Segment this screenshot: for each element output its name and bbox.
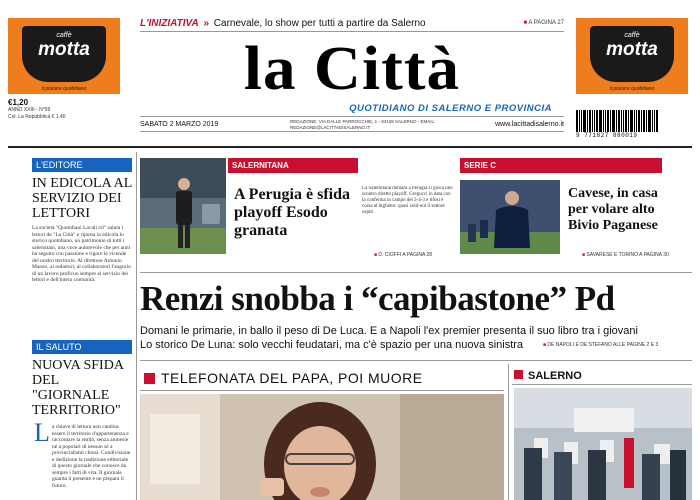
byline-cavese: ■ SAVARESE E TORINO A PAGINA 30 — [582, 252, 669, 258]
sport-divider — [140, 272, 692, 273]
box-pope-rule — [140, 390, 504, 391]
coffee-cup-icon — [590, 26, 674, 82]
teaser-page-ref: ■ A PAGINA 27 — [523, 20, 564, 26]
price-value: €1,20 — [8, 98, 29, 107]
sport-photo-cavese[interactable] — [460, 180, 560, 254]
barcode-stripe — [607, 110, 609, 132]
headline-perugia[interactable]: A Perugia è sfida playoff Esodo granata — [234, 186, 350, 239]
deck-line-1: Domani le primarie, in ballo il peso di De Luca. E a Napoli l'ex premier presenta il suo libro tra i giovani — [140, 325, 638, 337]
barcode-stripe — [581, 110, 582, 132]
column-divider — [136, 152, 137, 500]
barcode-stripe — [652, 110, 653, 132]
price-note: Col. La Repubblica € 1,40 — [8, 114, 66, 120]
barcode-number: 9 771827 880019 — [576, 132, 638, 139]
barcode-stripe — [592, 110, 593, 132]
barcode-stripe — [621, 110, 622, 132]
barcode-stripe — [630, 110, 633, 132]
ad-motta-right[interactable] — [576, 18, 688, 94]
price-block — [8, 98, 66, 121]
box-pope-title: TELEFONATA DEL PAPA, POI MUORE — [161, 370, 423, 386]
barcode-stripe — [576, 110, 578, 132]
red-square-icon — [514, 370, 523, 379]
box-divider — [508, 364, 509, 500]
ad-cafe-label: caffè — [56, 32, 72, 39]
dateline — [140, 116, 564, 132]
barcode-stripe — [656, 110, 658, 132]
barcode-stripe — [603, 110, 604, 132]
byline-perugia: ■ D. CIOFFI A PAGINA 28 — [374, 252, 432, 258]
deck-divider — [140, 360, 692, 361]
photo-salerno-protest[interactable] — [514, 388, 692, 500]
barcode — [576, 102, 688, 132]
editor-body: La società "Quotidiani Locali srl" saluta i lettori de "La Città" e riporta in edicola lo storico quotidiano, un patrimonio di tutti i salernitani, una voce autorevole che per anni ha seguito con passione e rigore le vicende del nostro territorio. Al direttore Antonio Manzo, ai redattori, ai collaboratori l'augurio di un lavoro proficuo sempre al servizio dei lettori e dell'intera comunità. — [32, 225, 131, 283]
barcode-stripe — [616, 110, 617, 132]
photo-pope-story[interactable] — [140, 394, 504, 500]
barcode-stripe — [587, 110, 588, 132]
ad-brand-label: motta — [38, 39, 90, 60]
deck-line-2: Lo storico De Luna: solo vecchi feudatari, ma c'è spazio per una nuova sinistra — [140, 339, 524, 351]
box-salerno-header[interactable] — [514, 370, 582, 382]
ad-tagline: il piacere quotidiano — [41, 86, 87, 92]
coffee-cup-icon — [22, 26, 106, 82]
teaser-text: Carnevale, lo show per tutti a partire da Salerno — [213, 18, 426, 29]
greeting-block — [32, 340, 132, 418]
left-column — [32, 158, 132, 284]
player-photo — [460, 180, 560, 254]
main-byline: ■ DE NAPOLI E DE STEFANO ALLE PAGINE 2 E 3 — [543, 342, 659, 348]
top-teaser[interactable] — [140, 18, 564, 32]
barcode-stripe — [641, 110, 642, 132]
masthead-subtitle: QUOTIDIANO DI SALERNO E PROVINCIA — [349, 103, 552, 114]
box-salerno-title: SALERNO — [528, 370, 582, 382]
barcode-stripe — [643, 110, 645, 132]
box-pope-header[interactable] — [144, 370, 423, 386]
protest-photo — [514, 388, 692, 500]
woman-photo — [140, 394, 504, 500]
barcode-stripe — [625, 110, 627, 132]
barcode-stripe — [589, 110, 591, 132]
website-link[interactable]: www.lacittadisalerno.it — [495, 121, 564, 128]
barcode-stripe — [646, 110, 647, 132]
barcode-stripe — [579, 110, 580, 132]
coach-photo — [140, 158, 226, 254]
barcode-stripe — [612, 110, 615, 132]
section-label-salernitana: SALERNITANA — [228, 158, 358, 173]
issue-number: ANNO XXIII - N°59 — [8, 107, 51, 113]
greeting-headline[interactable]: NUOVA SFIDA DEL "GIORNALE TERRITORIO" — [32, 358, 124, 418]
teaser-kicker: L'INIZIATIVA — [140, 18, 199, 29]
barcode-stripe — [636, 110, 637, 132]
ad-cafe-label: caffè — [624, 32, 640, 39]
barcode-stripe — [654, 110, 655, 132]
issue-date: SABATO 2 MARZO 2019 — [140, 121, 219, 128]
headline-cavese[interactable]: Cavese, in casa per volare alto Bivio Paganese — [568, 186, 658, 233]
box-salerno-rule — [512, 384, 692, 385]
barcode-stripe — [648, 110, 651, 132]
section-header-editor: L'EDITORE — [32, 158, 132, 172]
double-chevron-icon: » — [203, 18, 210, 29]
section-label-seriec: SERIE C — [460, 158, 662, 173]
body-perugia: La Salernitana domani a Perugia si gioca uno scontro diretto playoff. Gregucci in data con la conferma in campo del 3-4-3 e tifosi è corsa al biglietto: quasi sold-out il settore ospiti — [362, 186, 453, 215]
masthead-title: la Città — [243, 35, 461, 103]
barcode-stripe — [610, 110, 611, 132]
barcode-stripe — [628, 110, 629, 132]
newsroom-address: REDAZIONE: VIA DALLE PARROCCHIE, 1 - 84128 SALERNO - EMAIL: REDAZIONE@LACITTADISALERNO.IT — [290, 119, 436, 130]
barcode-stripe — [596, 110, 598, 132]
barcode-stripe — [594, 110, 595, 132]
barcode-stripe — [605, 110, 606, 132]
barcode-stripe — [634, 110, 635, 132]
barcode-stripe — [618, 110, 620, 132]
barcode-stripe — [599, 110, 602, 132]
ad-brand-label: motta — [606, 39, 658, 60]
barcode-stripe — [638, 110, 640, 132]
drop-cap: L — [34, 418, 50, 447]
red-square-icon — [144, 373, 155, 384]
section-header-greeting: IL SALUTO — [32, 340, 132, 354]
ad-motta-left[interactable] — [8, 18, 120, 94]
sport-photo-salernitana[interactable] — [140, 158, 226, 254]
greeting-body: a chiave di lettura non cambia: essere il territorio d'appartenenza e raccontare la realtà, senza amnesie né a popolari di nessun sé a provincialismi chiusi. Condivisione e dedizione la tradizione editoriale di questo giornale che conosce da sempre i fatti di vita. Il giornale guarda il presente e ne prepara il futuro. — [52, 424, 131, 489]
barcode-stripe — [583, 110, 586, 132]
top-divider — [8, 146, 692, 148]
barcode-stripe — [623, 110, 624, 132]
main-headline[interactable]: Renzi snobba i “capibastone” Pd — [140, 279, 615, 318]
editor-headline[interactable]: IN EDICOLA AL SERVIZIO DEI LETTORI — [32, 176, 132, 221]
ad-tagline: il piacere quotidiano — [609, 86, 655, 92]
